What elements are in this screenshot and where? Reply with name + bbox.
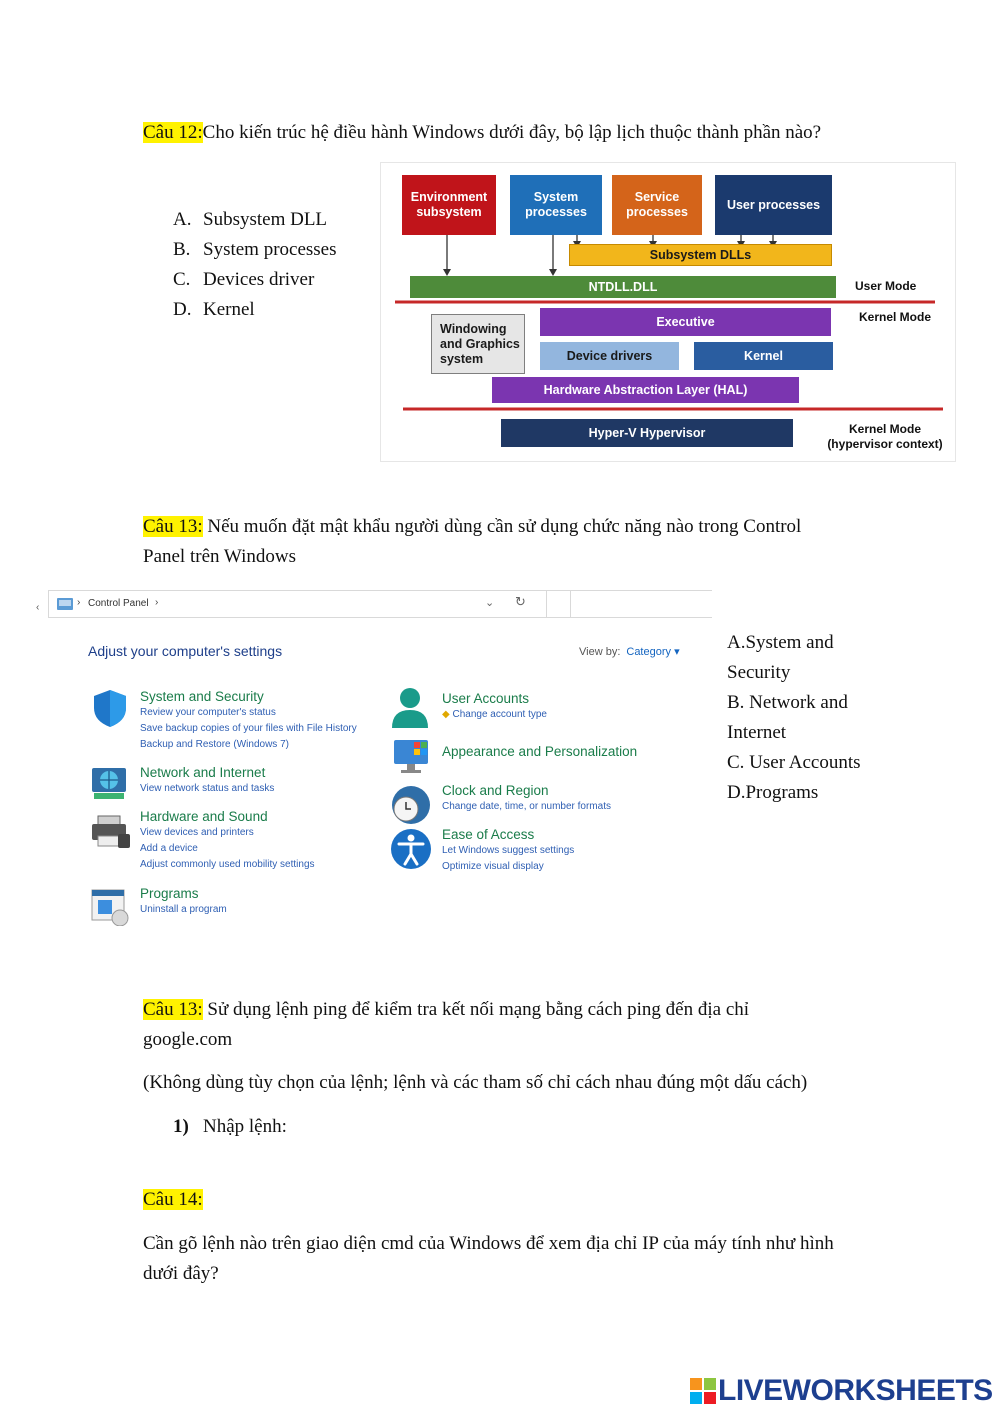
category-clock-region[interactable]: Clock and Region Change date, time, or number formats <box>442 783 611 812</box>
address-bar[interactable]: › Control Panel › ⌄ ↻ <box>48 590 571 618</box>
shield-icon <box>90 688 130 728</box>
q12-option-a[interactable]: A. Subsystem DLL <box>173 209 328 230</box>
network-globe-icon <box>90 764 130 802</box>
q13a-options <box>727 628 917 808</box>
q12-option-c[interactable]: C. Devices driver <box>173 269 315 290</box>
control-panel-icon <box>57 598 73 610</box>
q13b-step: 1) Nhập lệnh: <box>173 1116 287 1137</box>
env-subsystem-box: Environment subsystem <box>402 175 496 235</box>
printer-icon <box>90 814 132 850</box>
q13a-option-a-cont: Security <box>727 662 791 683</box>
user-accounts-icon <box>390 686 430 730</box>
clock-globe-icon <box>390 784 432 826</box>
hyperv-box: Hyper-V Hypervisor <box>501 419 793 447</box>
q12-prompt <box>143 118 821 148</box>
q14-label: Câu 14: <box>143 1189 203 1210</box>
chevron-down-icon[interactable]: ⌄ <box>485 597 495 609</box>
system-processes-box: System processes <box>510 175 602 235</box>
liveworksheets-logo: LIVEWORKSHEETS <box>690 1374 993 1408</box>
ease-of-access-icon <box>390 828 432 870</box>
service-processes-box: Service processes <box>612 175 702 235</box>
category-user-accounts[interactable]: User Accounts ◆ Change account type <box>442 691 547 720</box>
view-by: View by: Category ▾ <box>579 646 680 658</box>
ntdll-box: NTDLL.DLL <box>410 276 836 298</box>
q13b-note: (Không dùng tùy chọn của lệnh; lệnh và các tham số chỉ cách nhau đúng một dấu cách) <box>143 1072 808 1093</box>
q13a-label: Câu 13: <box>143 516 203 537</box>
category-appearance[interactable]: Appearance and Personalization <box>442 744 638 759</box>
device-drivers-box: Device drivers <box>540 342 679 370</box>
q13a-option-a[interactable]: A.System and <box>727 632 834 653</box>
q12-option-b[interactable]: B. System processes <box>173 239 337 260</box>
q13a-option-d[interactable]: D.Programs <box>727 782 819 803</box>
q12-option-d[interactable]: D. Kernel <box>173 299 255 320</box>
kernel-mode-label: Kernel Mode <box>859 310 932 324</box>
appearance-monitor-icon <box>392 738 432 774</box>
breadcrumb[interactable]: Control Panel <box>88 598 149 609</box>
q14-label-line <box>143 1185 203 1215</box>
category-ease-of-access[interactable]: Ease of Access Let Windows suggest settings Optimize visual display <box>442 827 575 872</box>
windowing-graphics-box: Windowing and Graphics system <box>431 314 525 374</box>
uac-shield-icon: ◆ <box>442 709 450 720</box>
programs-icon <box>90 886 130 926</box>
windows-architecture-diagram <box>380 162 956 462</box>
q13a-option-b[interactable]: B. Network and <box>727 692 848 713</box>
control-panel-screenshot <box>36 582 712 934</box>
q13a-option-b-cont: Internet <box>727 722 787 743</box>
back-arrow-icon[interactable]: ‹ <box>36 602 40 613</box>
executive-box: Executive <box>540 308 831 336</box>
q13b-prompt: Câu 13: Sử dụng lệnh ping để kiểm tra kết nối mạng bằng cách ping đến địa chỉ google.com <box>143 999 750 1050</box>
subsystem-dlls-box: Subsystem DLLs <box>569 244 832 266</box>
view-by-dropdown[interactable]: Category <box>626 646 672 658</box>
user-mode-label: User Mode <box>855 279 917 293</box>
page-title: Adjust your computer's settings <box>88 643 283 659</box>
logo-grid-icon <box>690 1378 716 1404</box>
category-hardware-sound[interactable]: Hardware and Sound View devices and printers Add a device Adjust commonly used mobility settings <box>140 809 315 870</box>
refresh-icon[interactable]: ↻ <box>515 594 526 609</box>
hal-box: Hardware Abstraction Layer (HAL) <box>492 377 799 403</box>
q14-prompt: Cần gõ lệnh nào trên giao diện cmd của Windows để xem địa chỉ IP của máy tính như hình dưới đây? <box>143 1233 834 1284</box>
q12-text: Cho kiến trúc hệ điều hành Windows dưới đây, bộ lập lịch thuộc thành phần nào? <box>202 122 822 143</box>
user-processes-box: User processes <box>715 175 832 235</box>
q13a-option-c[interactable]: C. User Accounts <box>727 752 861 773</box>
q12-label: Câu 12: <box>143 122 203 143</box>
category-system-security[interactable]: System and Security Review your computer's status Save backup copies of your files with File History Backup and Restore (Windows 7) <box>140 689 357 750</box>
search-box[interactable] <box>546 590 712 618</box>
q13a-prompt: Câu 13: Nếu muốn đặt mật khẩu người dùng cần sử dụng chức năng nào trong Control Panel trên Windows <box>143 516 802 567</box>
category-network-internet[interactable]: Network and Internet View network status and tasks <box>140 765 275 794</box>
category-programs[interactable]: Programs Uninstall a program <box>140 886 227 915</box>
q12-options <box>173 205 337 325</box>
q13b-label: Câu 13: <box>143 999 203 1020</box>
kernel-mode-hypervisor-label: Kernel Mode (hypervisor context) <box>827 422 943 451</box>
kernel-box: Kernel <box>694 342 833 370</box>
